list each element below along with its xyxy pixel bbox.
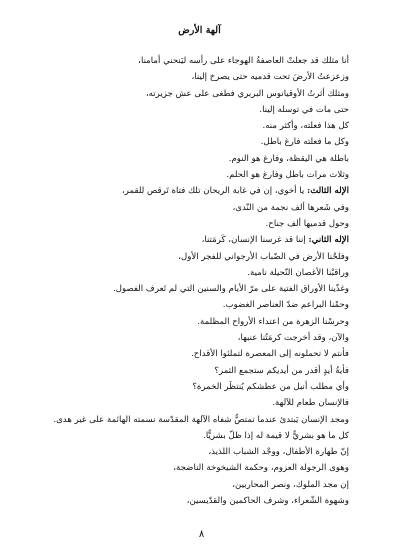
text-line — [50, 151, 349, 167]
line-text: وراقبْنا الأغصان النّحيلة نامية. — [247, 267, 349, 278]
text-line — [50, 134, 349, 150]
line-text: إنّ طهارة الأطفال، ووجْد الشباب اللذيذ، — [208, 447, 349, 458]
text-line — [50, 395, 349, 411]
line-text: وثلاث مرات باطل وفارغ هو الحلم. — [226, 170, 349, 181]
line-text: باطلة هي اليقظة، وفارغ هو النوم. — [228, 153, 349, 164]
text-line — [50, 102, 349, 118]
line-text: وحمْنا البراعم ضدّ العناصر الغضوب. — [222, 300, 349, 311]
speaker-label: الإله الثالث: — [307, 186, 349, 197]
line-text: وحول قدميها ألف جناح. — [265, 218, 349, 229]
line-text: فأيةُ أيدٍ أقدر من أيديكم ستجمع الثمر؟ — [214, 365, 349, 376]
text-line — [50, 265, 349, 281]
line-text: وفلحْنا الأرض في الضّباب الأرجواني للفجر الأول، — [178, 251, 349, 262]
line-text: فالإنسان طعام للآلهة. — [272, 398, 349, 409]
line-text: كل ما هو بشريٌّ لا قيمة له إذا ظلّ بشريًّا. — [203, 430, 349, 441]
text-line — [50, 69, 349, 85]
text-line — [50, 428, 349, 444]
page-number: ٨ — [198, 529, 205, 540]
line-text: وحرسْنا الزهرة من اعتداء الأرواح المظلمة. — [197, 316, 349, 327]
line-text: حتى مات في توسله إلينا. — [259, 104, 349, 115]
line-text: ومثلك أثرتُ الأوقيانوس البربري فطغى على عش جزيرته، — [145, 88, 349, 99]
text-line — [50, 118, 349, 134]
text-line — [50, 53, 349, 69]
line-text: وكل ما فعلته فارغ باطل. — [260, 137, 349, 148]
text-line — [50, 379, 349, 395]
text-line — [50, 363, 349, 379]
text-line — [50, 249, 349, 265]
text-line — [50, 314, 349, 330]
text-line — [50, 86, 349, 102]
text-line — [50, 477, 349, 493]
text-line — [50, 183, 349, 199]
text-line — [50, 167, 349, 183]
line-text: وهوى الرجولة العزوم، وحكمة الشيخوخة الناضجة، — [173, 463, 349, 474]
line-text: وغذّينا الأوراق الفتية على مرّ الأيام والسنين التي لم تَعرف الفصول. — [112, 284, 349, 295]
line-text: وشهوة الشّعراء، وشرف الحاكمين والقدّيسين، — [186, 496, 349, 507]
line-text: يا أخوي، إن في غابة الريحان تلك فتاة تَرقص للقمر، — [121, 186, 305, 197]
line-text: إن مجد الملوك، ونصر المحاربين، — [232, 479, 349, 490]
speaker-label: الإله الثاني: — [308, 235, 349, 246]
line-text: وأي مطلب أنبل من عطشكم يُنتظَر الخمرة؟ — [192, 381, 349, 392]
line-text: كل هذا فعلته، وأكثر منه. — [262, 121, 349, 132]
text-line — [50, 493, 349, 509]
text-line — [50, 232, 349, 248]
line-text: والآن، وقد أخرجت كرمَتُنا عنبها، — [237, 333, 349, 344]
text-line — [50, 281, 349, 297]
poem-text — [50, 53, 349, 509]
line-text: ومجد الإنسان يَبتدئ عندما تمتصُّ شفاه الآلهة المقدّسة نسمته الهائمة على غير هدى. — [53, 414, 349, 425]
text-line — [50, 444, 349, 460]
line-text: وزعزعتُ الأرضَ تحت قدميه حتى يصرخ إلينا، — [191, 72, 349, 83]
line-text: إننا قد غرسنا الإنسان، كَرمَتنا، — [201, 235, 306, 246]
text-line — [50, 216, 349, 232]
text-line — [50, 460, 349, 476]
running-header: آلهة الأرض — [178, 25, 221, 36]
book-page — [0, 22, 403, 554]
text-line — [50, 412, 349, 428]
text-line — [50, 330, 349, 346]
line-text: فأنتم لا تحملونه إلى المعصرة لتملئوا الأقداح. — [191, 349, 349, 360]
text-line — [50, 346, 349, 362]
line-text: أنا مثلك قد جعلتْ العاصفةُ الهوجاء على رأسه ليَنحني أمامنا، — [138, 56, 349, 66]
text-line — [50, 297, 349, 313]
text-line — [50, 200, 349, 216]
line-text: وفي شَعرها ألف نجمة من النّدى، — [232, 202, 349, 213]
